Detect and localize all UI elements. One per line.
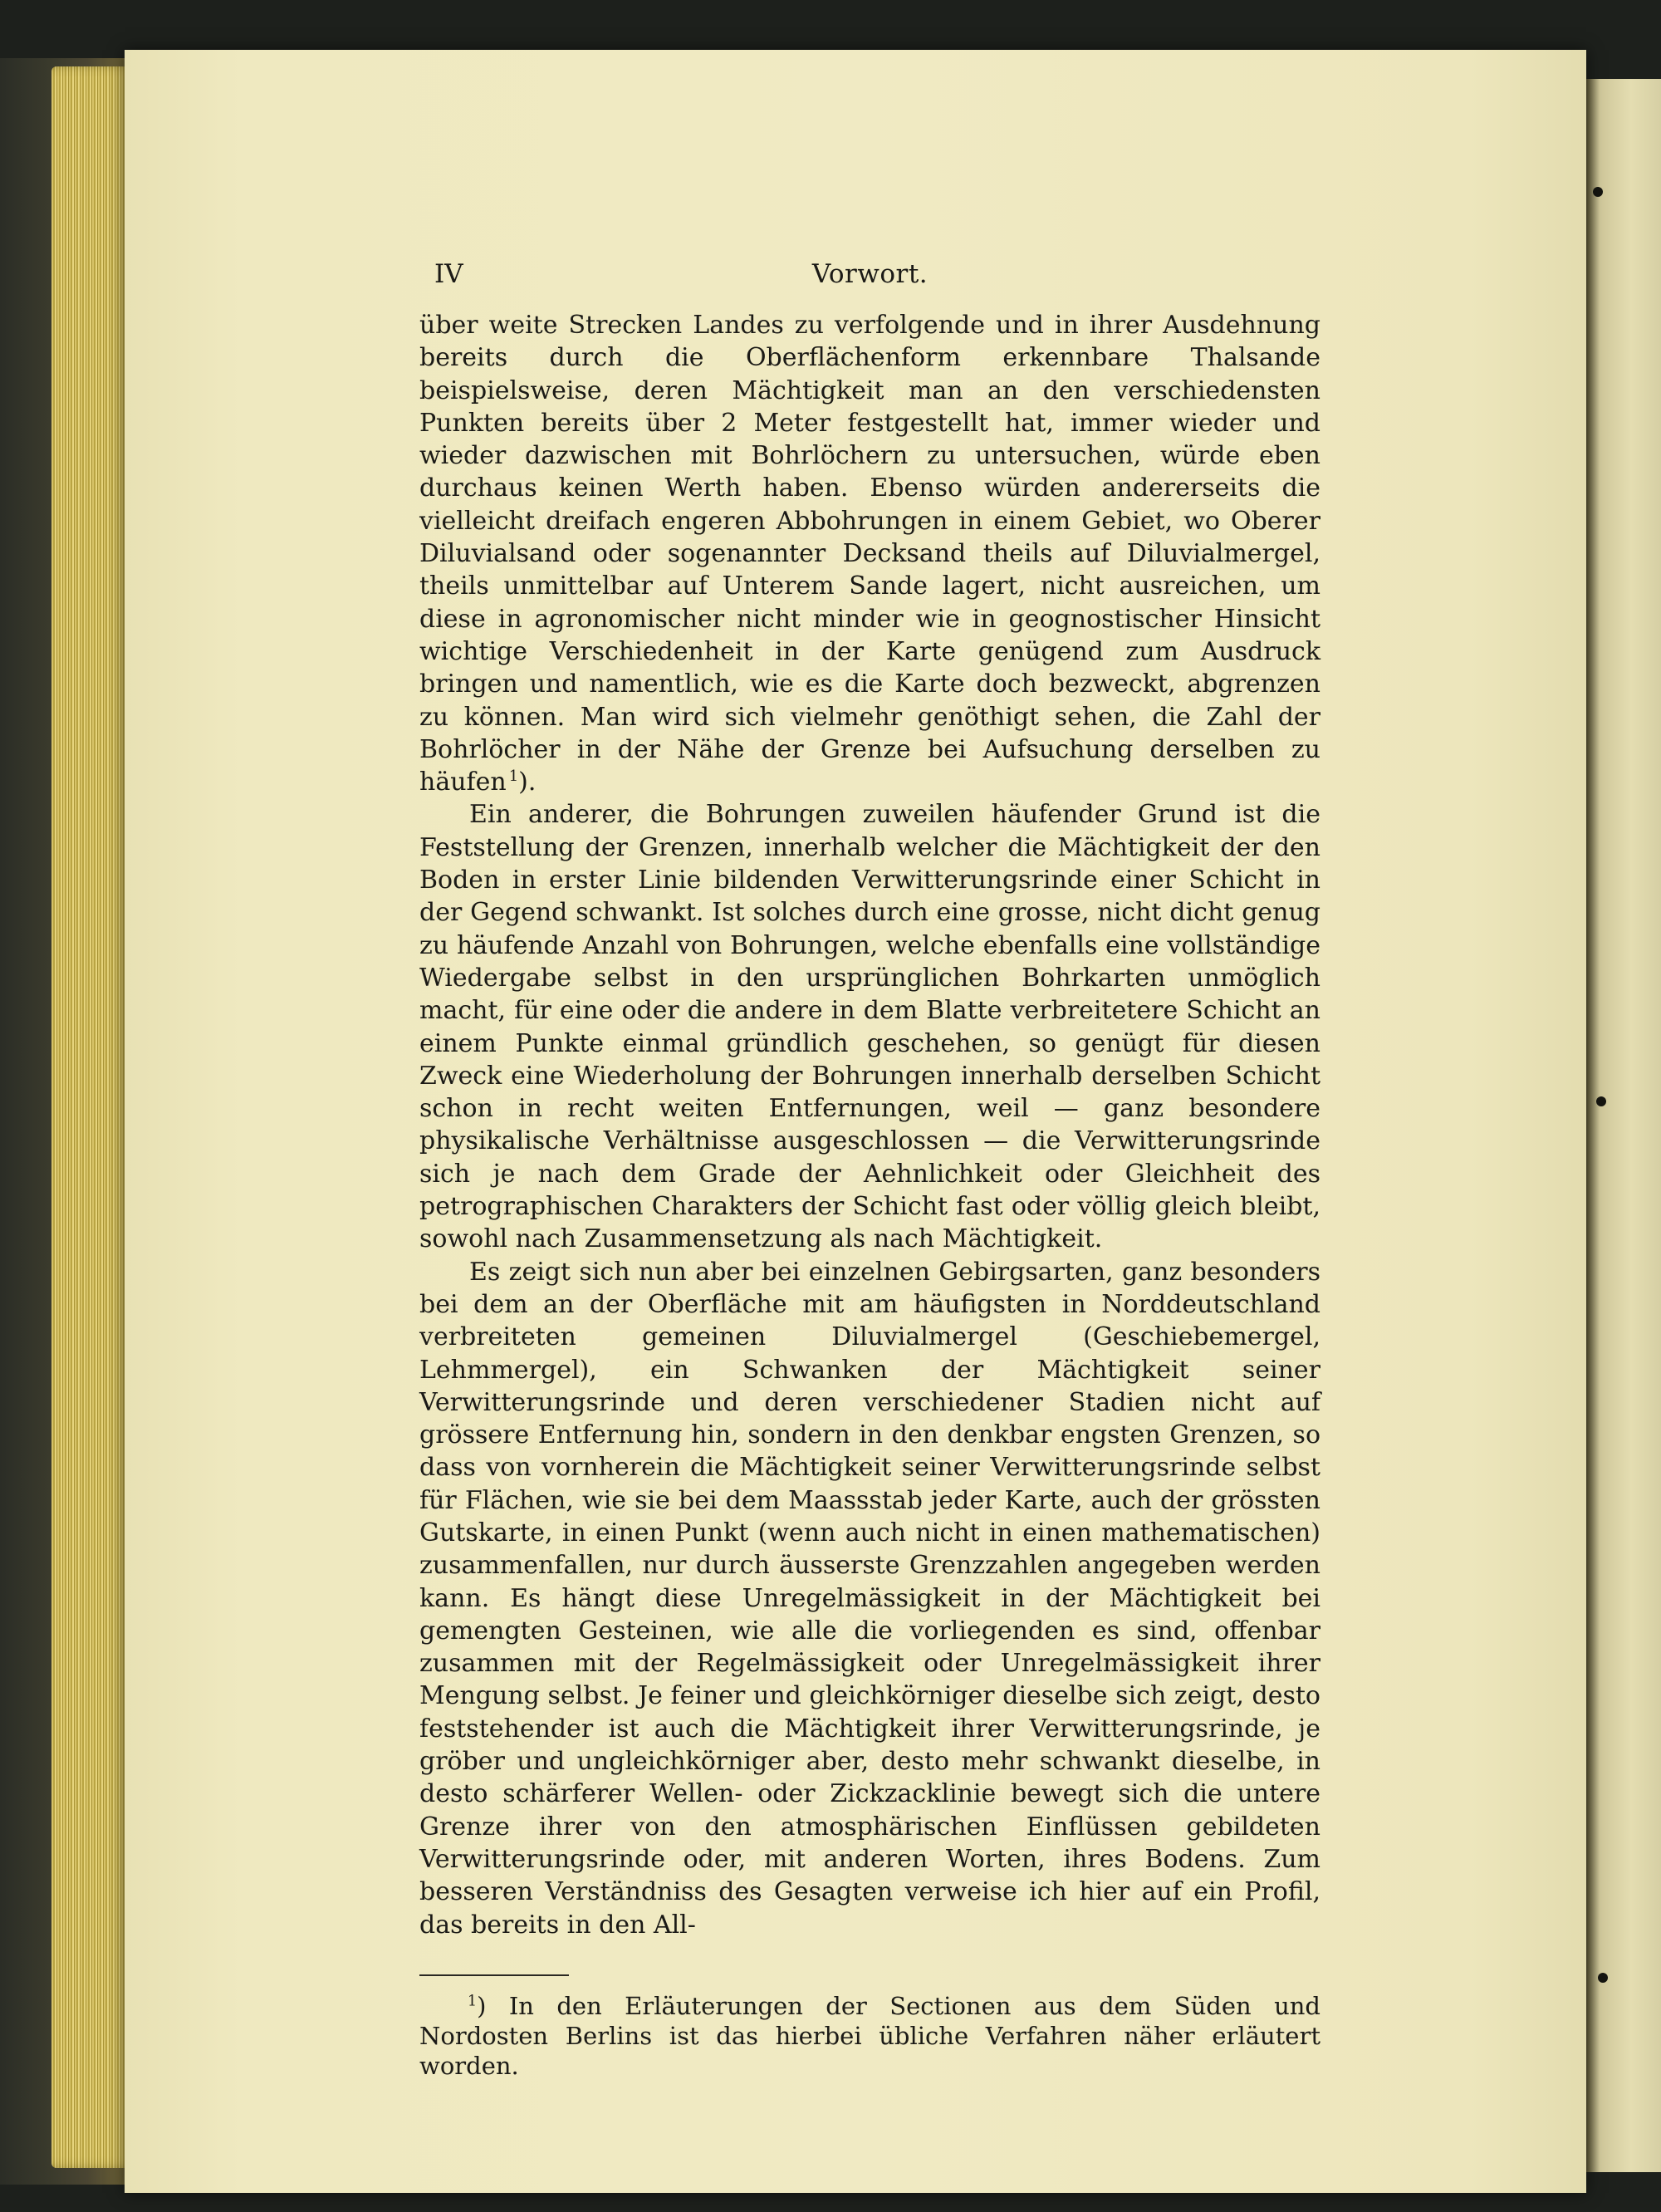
facing-page-mark	[1596, 1096, 1606, 1106]
running-head	[419, 259, 1320, 297]
footnote-text: In den Erläuterungen der Sectionen aus dem Süden und Nordosten Berlins ist das hierbei übliche Verfahren näher erläutert worden.	[419, 1991, 1320, 2080]
running-title: Vorwort.	[811, 259, 928, 289]
paragraph: Es zeigt sich nun aber bei einzelnen Gebirgsarten, ganz besonders bei dem an der Oberfläche mit am häufigsten in Norddeutschland verbreiteten gemeinen Diluvialmergel (Geschiebemergel, Lehmmergel), ein Schwanken der Mächtigkeit seiner Verwitterungsrinde und deren verschiedener Stadien nicht auf grössere Entfernung hin, sondern in den denkbar engsten Grenzen, so dass von vornherein die Mächtigkeit seiner Verwitterungsrinde selbst für Flächen, wie sie bei dem Maassstab jeder Karte, auch der grössten Gutskarte, in einen Punkt (wenn auch nicht in einen mathematischen) zusammenfallen, nur durch äusserste Grenzzahlen angegeben werden kann. Es hängt diese Unregelmässigkeit in der Mächtigkeit bei gemengten Gesteinen, wie alle die vorliegenden es sind, offenbar zusammen mit der Regelmässigkeit oder Unregelmässigkeit ihrer Mengung selbst. Je feiner und gleichkörniger dieselbe sich zeigt, desto feststehender ist auch die Mächtigkeit ihrer Verwitterungsrinde, je gröber und ungleichkörniger aber, desto mehr schwankt dieselbe, in desto schärferer Wellen- oder Zickzacklinie bewegt sich die untere Grenze ihrer von den atmosphärischen Einflüssen gebildeten Verwitterungsrinde oder, mit anderen Worten, ihres Bodens. Zum besseren Verständniss des Gesagten verweise ich hier auf ein Profil, das bereits in den All-	[419, 1257, 1320, 1940]
facing-page-mark	[1598, 1973, 1608, 1983]
page-number: IV	[434, 259, 463, 289]
paragraph: Ein anderer, die Bohrungen zuweilen häufender Grund ist die Feststellung der Grenzen, innerhalb welcher die Mächtigkeit der den Boden in erster Linie bildenden Verwitterungsrinde einer Schicht in der Gegend schwankt. Ist solches durch eine grosse, nicht dicht genug zu häufende Anzahl von Bohrungen, welche ebenfalls eine vollständige Wiedergabe selbst in den ursprünglichen Bohrkarten unmöglich macht, für eine oder die andere in dem Blatte verbreitetere Schicht an einem Punkte einmal gründlich geschehen, so genügt für diesen Zweck eine Wiederholung der Bohrungen innerhalb derselben Schicht schon in recht weiten Entfernungen, weil — ganz besondere physikalische Verhältnisse ausgeschlossen — die Verwitterungsrinde sich je nach dem Grade der Aehnlichkeit oder Gleichheit des petrographischen Charakters der Schicht fast oder völlig gleich bleibt, sowohl nach Zusammensetzung als nach Mächtigkeit.	[419, 800, 1320, 1254]
footnote-reference: 1	[508, 768, 519, 786]
paragraph-text: über weite Strecken Landes zu verfolgende und in ihrer Ausdehnung bereits durch die Oberflächenform erkennbare Thalsande beispielsweise, deren Mächtigkeit man an den verschiedensten Punkten bereits über 2 Meter festgestellt hat, immer wieder und wieder dazwischen mit Bohrlöchern zu untersuchen, würde eben durchaus keinen Werth haben. Ebenso würden andererseits die vielleicht dreifach engeren Abbohrungen in einem Gebiet, wo Oberer Diluvialsand oder sogenannter Decksand theils auf Diluvialmergel, theils unmittelbar auf Unterem Sande lagert, nicht ausreichen, um diese in agronomischer nicht minder wie in geognostischer Hinsicht wichtige Verschiedenheit in der Karte genügend zum Ausdruck bringen und namentlich, wie es die Karte doch bezweckt, abgrenzen zu können. Man wird sich vielmehr genöthigt sehen, die Zahl der Bohrlöcher in der Nähe der Grenze bei Aufsuchung derselben zu häufen	[419, 311, 1320, 797]
paragraph	[419, 309, 1320, 798]
footnote	[419, 1991, 1320, 2081]
footnote-rule	[419, 1974, 569, 1976]
footnote-marker-suffix: )	[477, 1991, 487, 2020]
facing-page-mark	[1593, 187, 1603, 197]
footnote-reference-suffix: ).	[518, 768, 537, 797]
body-text	[419, 309, 1320, 1941]
facing-page	[1586, 79, 1661, 2172]
footnote-marker: 1	[468, 1993, 478, 2010]
page-content	[419, 259, 1320, 2081]
